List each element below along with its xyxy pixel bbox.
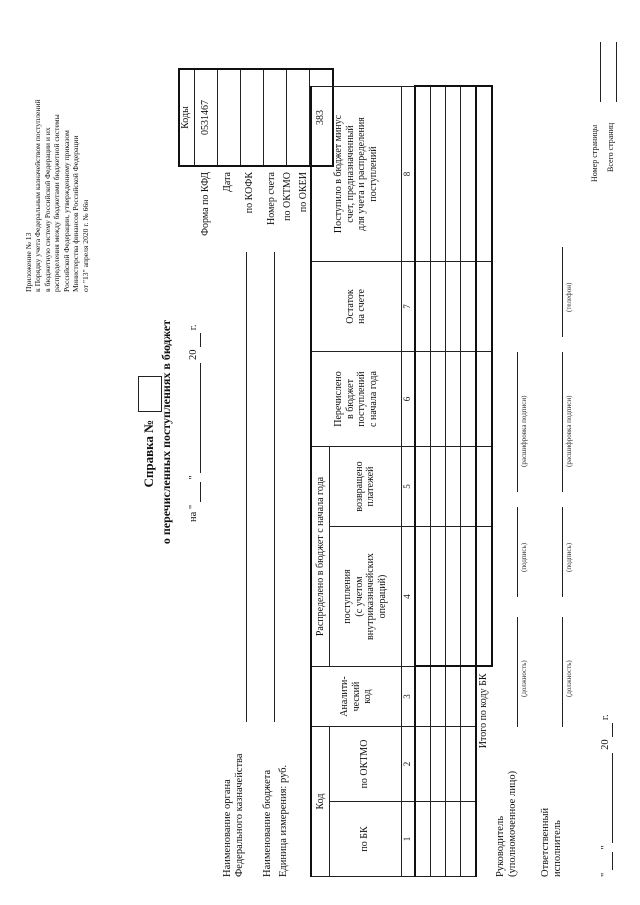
table-row: [445, 87, 460, 877]
title-date-row: на " " 20 г.: [188, 262, 201, 522]
executor-phone-field[interactable]: [562, 247, 563, 337]
code-kfd[interactable]: 0531467: [195, 70, 218, 165]
code-oktmo[interactable]: [287, 70, 310, 165]
annex-line: распределения между бюджетами бюджетной системы: [52, 114, 62, 292]
table-row: [460, 87, 476, 877]
header-distributed-group: Распределено в бюджет с начала года: [311, 447, 329, 667]
annex-line: в бюджетную систему Российской Федерации и их: [42, 127, 52, 292]
table-row: [415, 87, 431, 877]
col-number: 1: [401, 802, 415, 877]
head-position-field[interactable]: [517, 617, 518, 727]
sign-date-row: " " 20 г.: [600, 714, 613, 877]
executor-label: Ответственный исполнитель: [540, 807, 564, 877]
col-number: 7: [401, 262, 415, 352]
col-number: 3: [401, 667, 415, 727]
total-pages-label: Всего страниц: [606, 122, 615, 172]
total-row: [476, 87, 492, 877]
annex-line: Министерства финансов Российской Федерации: [71, 135, 81, 292]
annex-date-line: от "13" апреля 2020 г. № 66н: [80, 199, 90, 292]
header-bk: по БК: [329, 802, 401, 877]
budget-name-field[interactable]: [274, 252, 275, 722]
treasury-label: Наименование органа Федерального казначейства: [222, 753, 246, 877]
header-balance: Остаток на счете: [311, 262, 401, 352]
header-analytic-code: Аналити- ческий код: [311, 667, 401, 727]
header-code-group: Код: [311, 727, 329, 877]
annex-line: Приложение № 13: [24, 232, 33, 292]
code-label-date: Дата: [222, 172, 233, 192]
budget-label: Наименование бюджета: [262, 769, 273, 877]
col-number: 5: [401, 447, 415, 527]
treasury-name-field[interactable]: [246, 252, 247, 722]
header-received: Поступило в бюджет минус счет, предназначенный для учета и распределения поступлений: [311, 87, 401, 262]
col-number: 8: [401, 87, 415, 262]
month-field[interactable]: [188, 363, 201, 473]
unit-label: Единица измерения: руб.: [278, 764, 289, 877]
col-number: 4: [401, 527, 415, 667]
annex-line: Российской Федерации, утвержденному приказом: [61, 130, 71, 292]
rotated-form: Приложение № 13 к Порядку учета Федеральным казначейством поступлений в бюджетную систему Российской Федерации и их распределения между бюджетами бюджетной системы Российской Федерации, утвержденному приказом Министерства финансов Российской Федерации от "13" апреля 2020 г. № 66н Справка № о перечисленных поступлениях в бюджет на " " 20 г. Коды 0531467 383 Форма по КФД Дата по КОФК Номер счета по ОКТМО по ОКЕИ Наименование органа Федерального казначейства Наименование бюджета Единица измерения: руб. Код Аналити- ческий код Распределено в бюджет с начала года Перечислено в бюджет поступлений с начала года Остаток на счете Поступило в бюджет минус счет, предназначенный для учета и распределения поступлений по БК по ОКТМО поступления (с учетом внутриказначейских операций) возвращено платежей 1 2 3 4 5 6 7 8 Итого по коду БК Руководитель (уполномоченное лицо) (должность) (подпись) (расшифровка подписи) Ответственный исполнитель (должность) (подпись) (расшифровка подписи) (телефон) " " 20 г. Номер страницы Всего страниц: [10, 2, 630, 902]
code-label-okei: по ОКЕИ: [298, 172, 309, 213]
header-transferred: Перечислено в бюджет поступлений с начала года: [311, 352, 401, 447]
code-label-kofk: по КОФК: [244, 172, 255, 214]
table-row: [430, 87, 445, 877]
header-receipts: поступления (с учетом внутриказначейских операций): [329, 527, 401, 667]
form-subtitle: о перечисленных поступлениях в бюджет: [159, 319, 173, 545]
sign-day-field[interactable]: [600, 852, 613, 870]
sign-year-field[interactable]: [600, 723, 613, 737]
col-number: 2: [401, 727, 415, 802]
title-heading: Справка №: [140, 419, 156, 488]
head-label: Руководитель (уполномоченное лицо): [495, 770, 519, 877]
code-label-kfd: Форма по КФД: [200, 172, 211, 236]
sign-month-field[interactable]: [600, 753, 613, 843]
executor-decode-field[interactable]: [562, 352, 563, 492]
header-returned: возвращено платежей: [329, 447, 401, 527]
head-signature-field[interactable]: [517, 507, 518, 597]
executor-position-field[interactable]: [562, 617, 563, 727]
total-pages-field[interactable]: [616, 42, 617, 102]
annex-note: [24, 2, 90, 292]
year-field[interactable]: [188, 333, 201, 347]
executor-signature-field[interactable]: [562, 507, 563, 597]
annex-line: к Порядку учета Федеральным казначейством поступлений: [33, 99, 43, 292]
code-date[interactable]: [218, 70, 241, 165]
day-field[interactable]: [188, 482, 201, 502]
codes-header: Коды: [180, 70, 195, 165]
code-label-account: Номер счета: [266, 172, 277, 225]
receipts-table: [310, 86, 493, 878]
page-number-field[interactable]: [600, 42, 601, 102]
code-okei[interactable]: 383: [315, 110, 326, 125]
header-oktmo: по ОКТМО: [329, 727, 401, 802]
page-number-label: Номер страницы: [590, 124, 599, 182]
total-label: Итого по коду БК: [478, 673, 490, 749]
code-label-oktmo: по ОКТМО: [282, 172, 293, 221]
head-decode-field[interactable]: [517, 352, 518, 492]
code-kofk[interactable]: [241, 70, 264, 165]
code-account[interactable]: [264, 70, 287, 165]
col-number: 6: [401, 352, 415, 447]
